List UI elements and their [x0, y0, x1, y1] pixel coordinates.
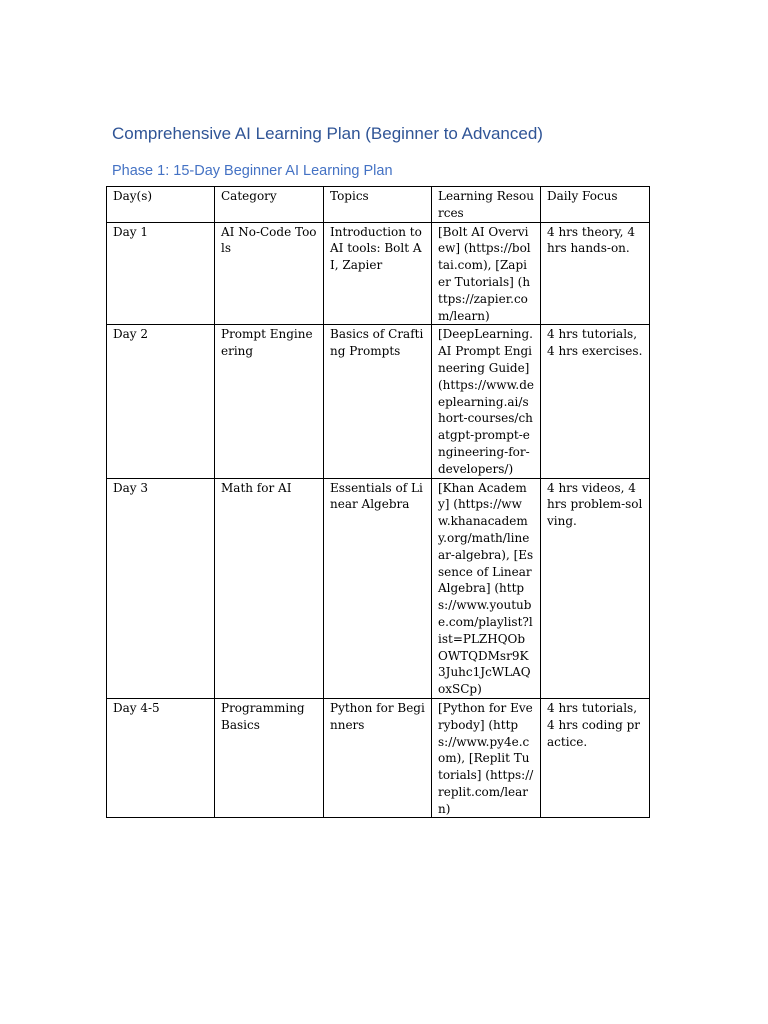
header-category: Category	[215, 187, 324, 223]
header-learning-resources: Learning Resources	[432, 187, 541, 223]
table-row	[107, 325, 650, 478]
header-days: Day(s)	[107, 187, 215, 223]
cell-topics: Basics of Crafting Prompts	[324, 325, 432, 478]
cell-category: Programming Basics	[215, 698, 324, 818]
cell-resources: [Python for Everybody] (https://www.py4e.com), [Replit Tutorials] (https://replit.com/learn)	[432, 698, 541, 818]
header-topics: Topics	[324, 187, 432, 223]
cell-category: Math for AI	[215, 478, 324, 698]
cell-category: AI No-Code Tools	[215, 222, 324, 325]
table-row	[107, 222, 650, 325]
cell-topics: Introduction to AI tools: Bolt AI, Zapier	[324, 222, 432, 325]
cell-resources: [Khan Academy] (https://www.khanacademy.org/math/linear-algebra), [Essence of Linear Algebra] (https://www.youtube.com/playlist?list=PLZHQObOWTQDMsr9K3Juhc1JcWLAQoxSCp)	[432, 478, 541, 698]
cell-day: Day 1	[107, 222, 215, 325]
cell-resources: [Bolt AI Overview] (https://boltai.com), [Zapier Tutorials] (https://zapier.com/learn)	[432, 222, 541, 325]
document-title: Comprehensive AI Learning Plan (Beginner to Advanced)	[112, 124, 543, 143]
cell-topics: Python for Beginners	[324, 698, 432, 818]
phase-title: Phase 1: 15-Day Beginner AI Learning Plan	[112, 163, 393, 179]
table-header-row	[107, 187, 650, 223]
cell-focus: 4 hrs tutorials, 4 hrs exercises.	[541, 325, 650, 478]
cell-topics: Essentials of Linear Algebra	[324, 478, 432, 698]
cell-resources: [DeepLearning.AI Prompt Engineering Guide] (https://www.deeplearning.ai/short-courses/chatgpt-prompt-engineering-for-developers/)	[432, 325, 541, 478]
cell-day: Day 4-5	[107, 698, 215, 818]
cell-day: Day 3	[107, 478, 215, 698]
cell-focus: 4 hrs theory, 4 hrs hands-on.	[541, 222, 650, 325]
header-daily-focus: Daily Focus	[541, 187, 650, 223]
cell-focus: 4 hrs videos, 4 hrs problem-solving.	[541, 478, 650, 698]
cell-focus: 4 hrs tutorials, 4 hrs coding practice.	[541, 698, 650, 818]
table-row	[107, 698, 650, 818]
cell-day: Day 2	[107, 325, 215, 478]
cell-category: Prompt Engineering	[215, 325, 324, 478]
table-row	[107, 478, 650, 698]
learning-plan-table	[106, 186, 650, 818]
